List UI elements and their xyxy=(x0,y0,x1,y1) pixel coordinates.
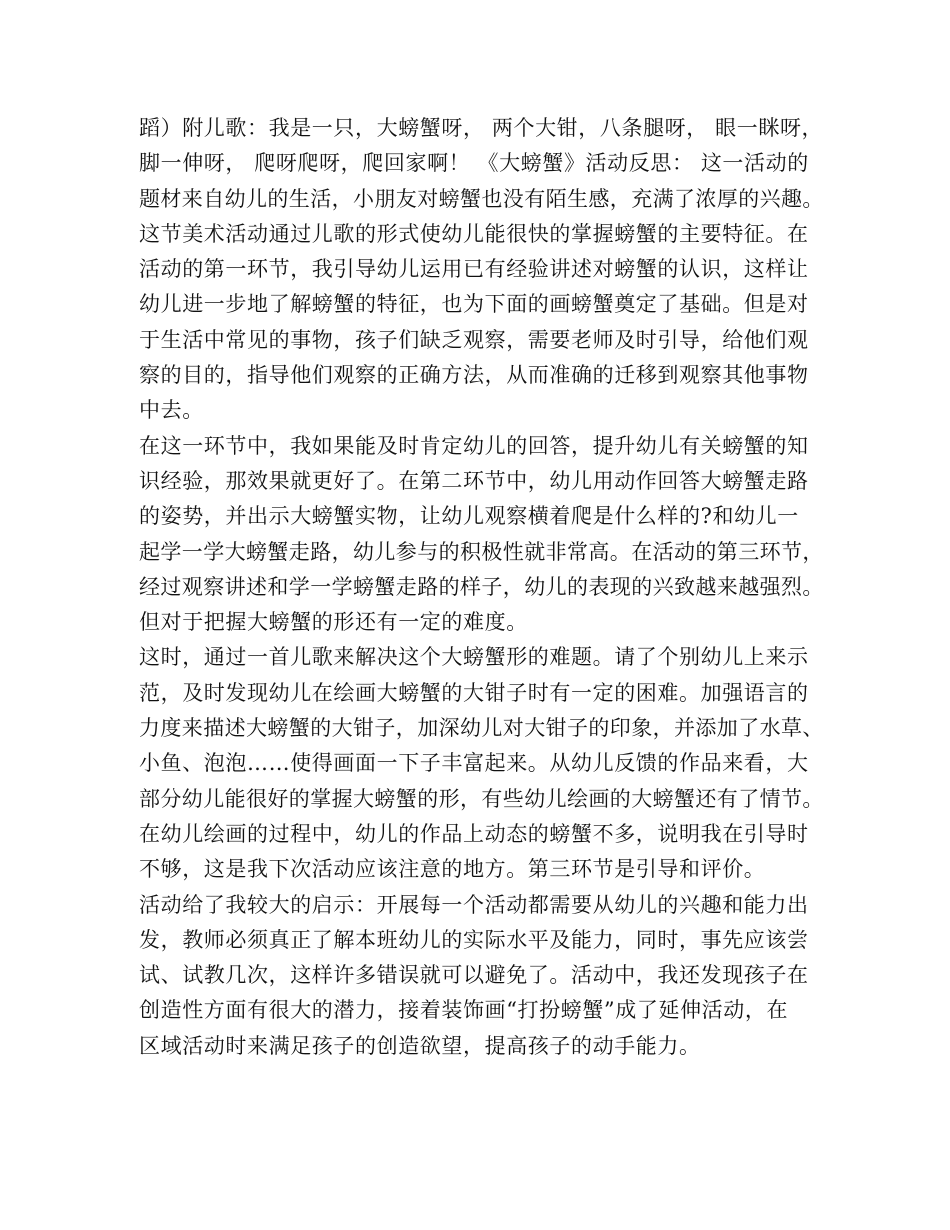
text-line: 但对于把握大螃蟹的形还有一定的难度。 xyxy=(139,610,528,635)
text-line: 察的目的，指导他们观察的正确方法，从而准确的迁移到观察其他事物 xyxy=(139,363,809,388)
text-line: 题材来自幼儿的生活，小朋友对螃蟹也没有陌生感，充满了浓厚的兴趣。 xyxy=(139,186,824,211)
text-line: 活动的第一环节，我引导幼儿运用已有经验讲述对螃蟹的认识，这样让 xyxy=(139,257,809,282)
text-line: 中去。 xyxy=(139,398,204,423)
text-line: 识经验，那效果就更好了。在第二环节中，幼儿用动作回答大螃蟹走路 xyxy=(139,468,809,493)
text-line: 脚一伸呀， 爬呀爬呀，爬回家啊！ 《大螃蟹》活动反思： 这一活动的 xyxy=(139,151,809,176)
text-line: 于生活中常见的事物，孩子们缺乏观察，需要老师及时引导，给他们观 xyxy=(139,327,809,352)
text-line: 幼儿进一步地了解螃蟹的特征，也为下面的画螃蟹奠定了基础。但是对 xyxy=(139,292,809,317)
text-line: 力度来描述大螃蟹的大钳子，加深幼儿对大钳子的印象，并添加了水草、 xyxy=(139,716,824,741)
text-line: 的姿势，并出示大螃蟹实物，让幼儿观察横着爬是什么样的?和幼儿一 xyxy=(139,504,799,529)
text-line: 经过观察讲述和学一学螃蟹走路的样子，幼儿的表现的兴致越来越强烈。 xyxy=(139,574,824,599)
text-line: 不够，这是我下次活动应该注意的地方。第三环节是引导和评价。 xyxy=(139,857,766,882)
text-line: 部分幼儿能很好的掌握大螃蟹的形，有些幼儿绘画的大螃蟹还有了情节。 xyxy=(139,786,824,811)
text-line: 范，及时发现幼儿在绘画大螃蟹的大钳子时有一定的困难。加强语言的 xyxy=(139,680,809,705)
body-text xyxy=(139,111,829,1064)
text-line: 发，教师必须真正了解本班幼儿的实际水平及能力，同时，事先应该尝 xyxy=(139,927,809,952)
text-line: 在这一环节中，我如果能及时肯定幼儿的回答，提升幼儿有关螃蟹的知 xyxy=(139,433,809,458)
text-line: 这节美术活动通过儿歌的形式使幼儿能很快的掌握螃蟹的主要特征。在 xyxy=(139,221,809,246)
text-line: 蹈）附儿歌：我是一只，大螃蟹呀， 两个大钳，八条腿呀， 眼一眯呀， xyxy=(139,116,824,140)
text-line: 小鱼、泡泡……使得画面一下子丰富起来。从幼儿反馈的作品来看，大 xyxy=(139,751,809,776)
text-line: 活动给了我较大的启示：开展每一个活动都需要从幼儿的兴趣和能力出 xyxy=(139,892,809,917)
text-line: 起学一学大螃蟹走路，幼儿参与的积极性就非常高。在活动的第三环节， xyxy=(139,539,824,564)
text-line: 创造性方面有很大的潜力，接着装饰画“打扮螃蟹”成了延伸活动，在 xyxy=(139,998,789,1023)
text-line: 试、试教几次，这样许多错误就可以避免了。活动中，我还发现孩子在 xyxy=(139,963,809,988)
text-line: 这时，通过一首儿歌来解决这个大螃蟹形的难题。请了个别幼儿上来示 xyxy=(139,645,809,670)
text-line: 区域活动时来满足孩子的创造欲望，提高孩子的动手能力。 xyxy=(139,1033,701,1058)
text-line: 在幼儿绘画的过程中，幼儿的作品上动态的螃蟹不多，说明我在引导时 xyxy=(139,821,809,846)
